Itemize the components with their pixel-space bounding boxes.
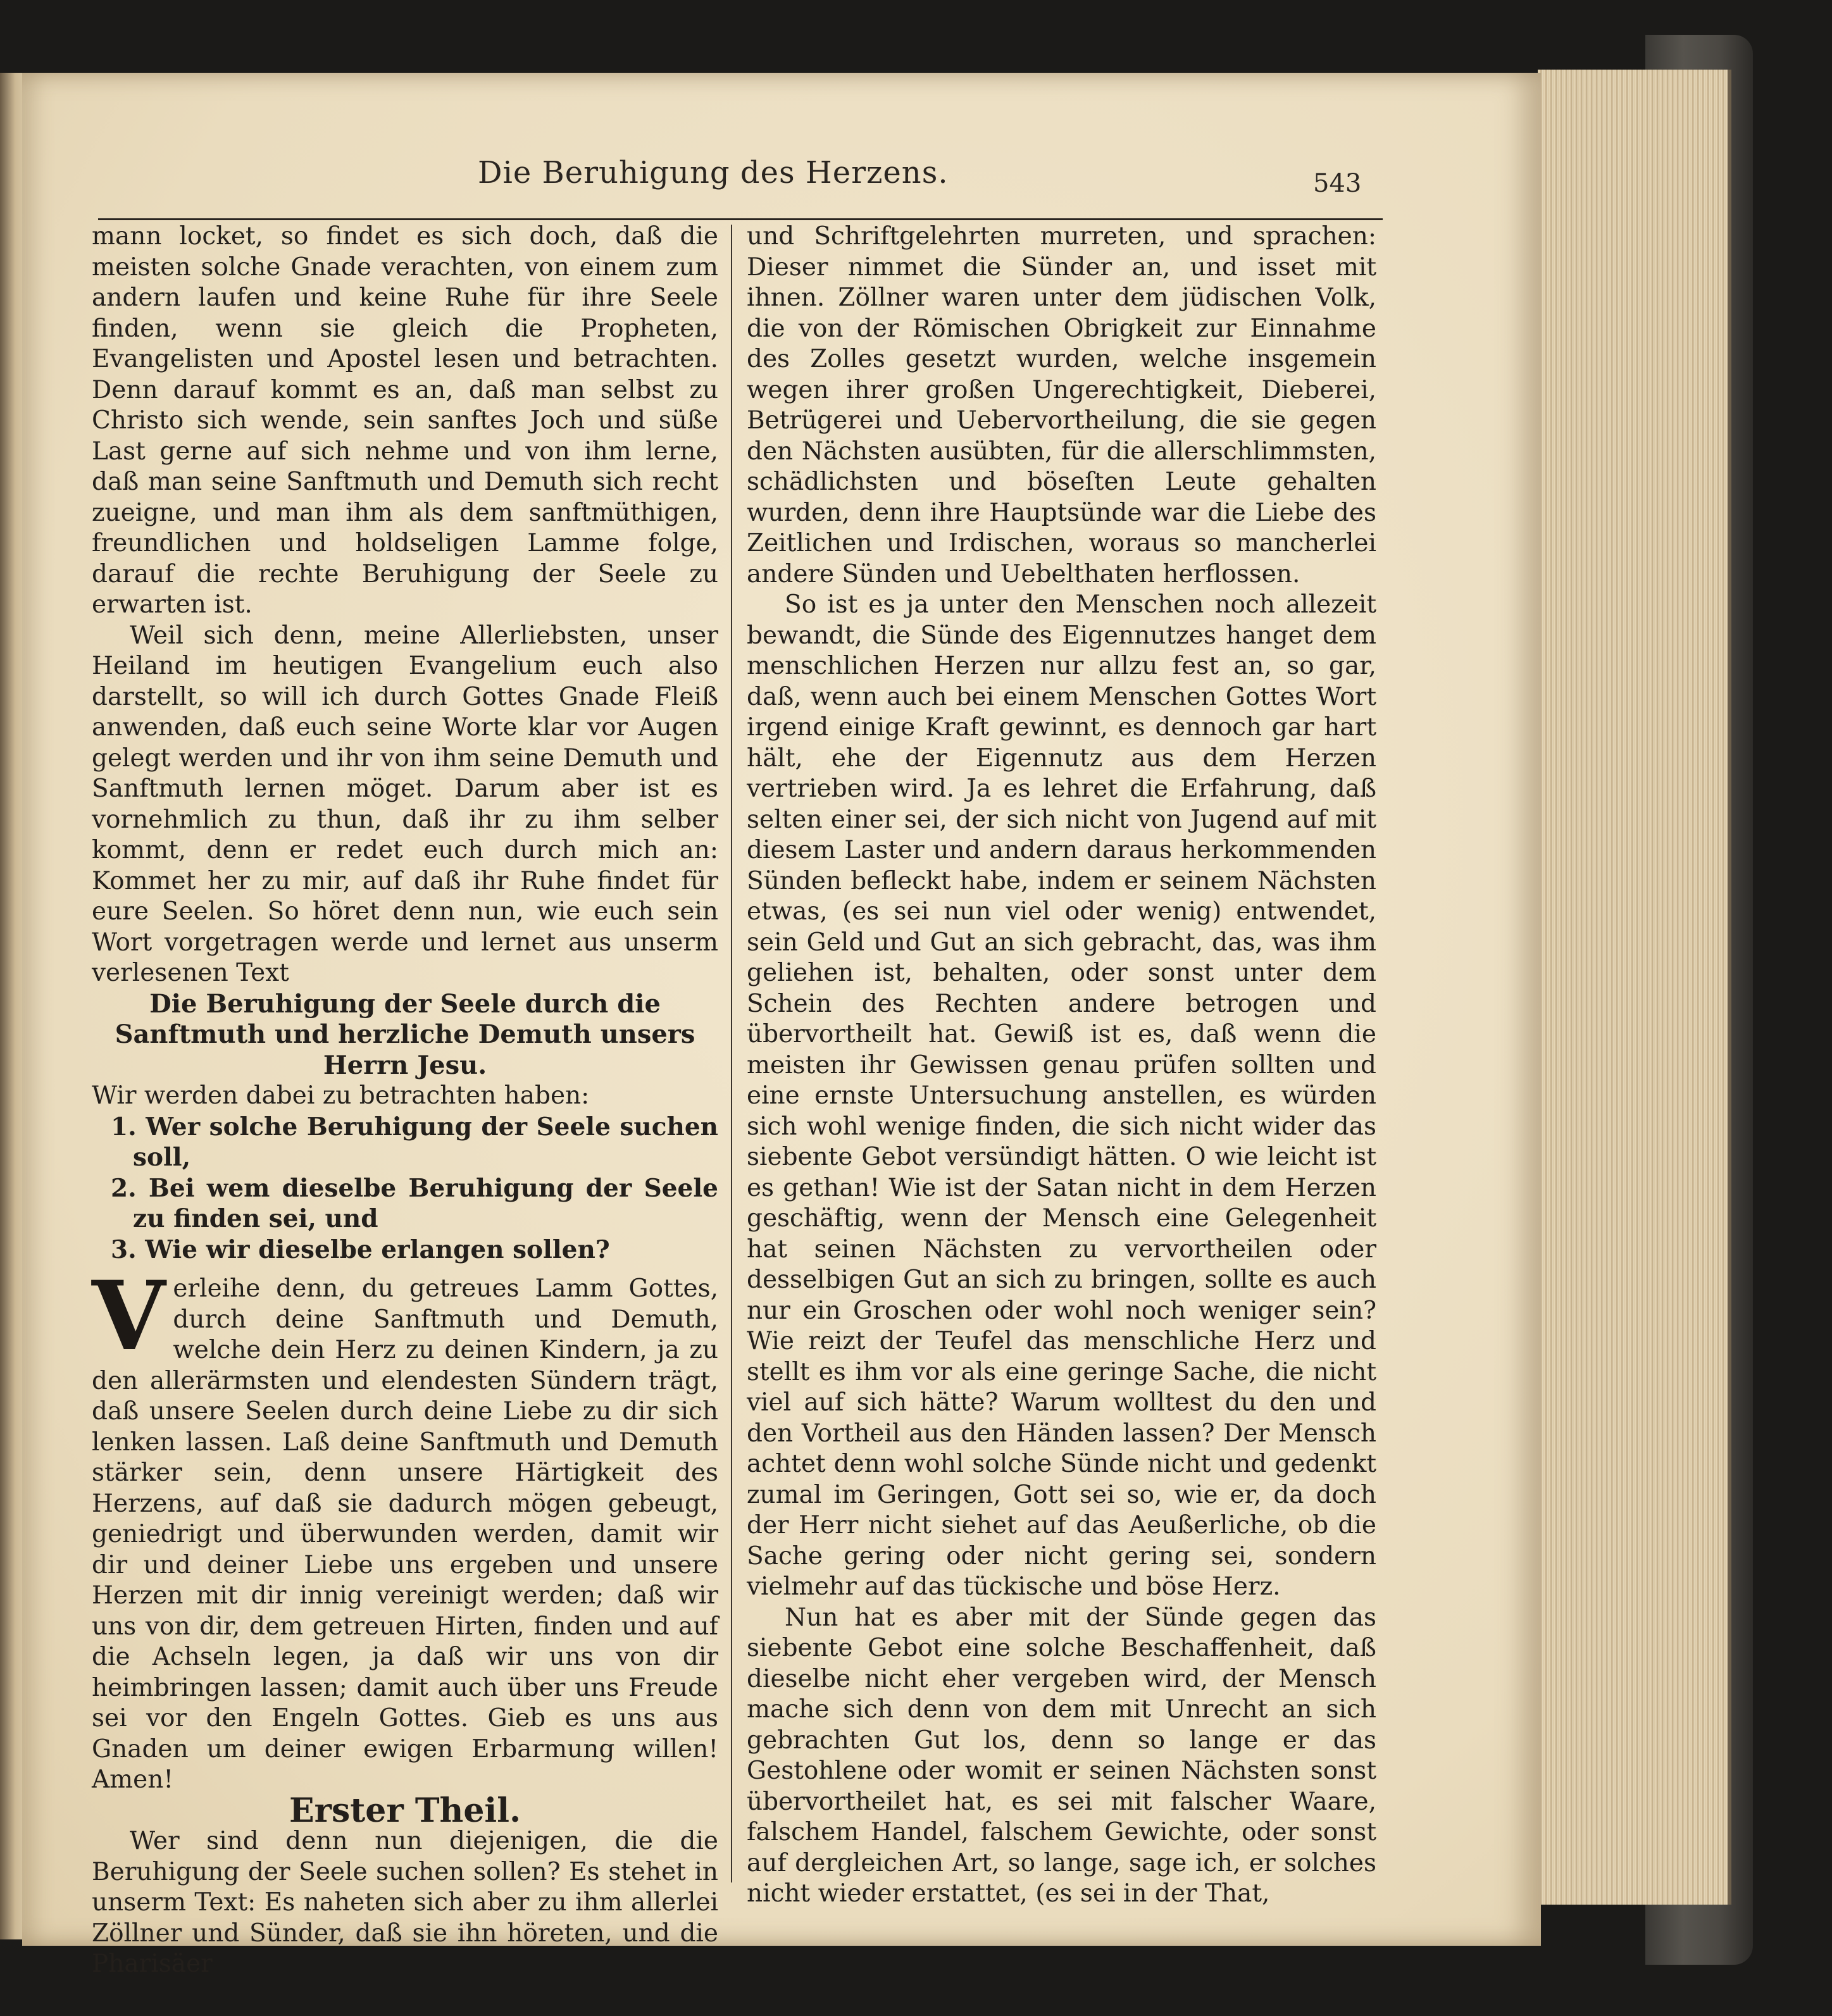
paragraph: Weil sich denn, meine Allerliebsten, unser Heiland im heutigen Evangelium euch also darstellt, so will ich durch Gottes Gnade Fleiß anwenden, daß euch seine Worte klar vor Augen gelegt werden und ihr von ihm seine Demuth und Sanftmuth lernen möget. Darum aber ist es vornehmlich zu thun, daß ihr zu ihm selber kommt, denn er redet euch durch mich an: Kommet her zu mir, auf daß ihr Ruhe findet für eure Seelen. So höret denn nun, wie euch sein Wort vorgetragen werde und lernet aus unserm verlesenen Text: [92, 621, 718, 987]
column-rule: [731, 225, 732, 1882]
outline-point: 3. Wie wir dieselbe erlangen sollen?: [111, 1235, 610, 1264]
paragraph: mann locket, so findet es sich doch, daß die meisten solche Gnade verachten, von einem zum andern laufen und keine Ruhe für ihre Seele finden, wenn sie gleich die Propheten, Evangelisten und Apostel lesen und betrachten. Denn darauf kommt es an, daß man selbst zu Christo sich wende, sein sanftes Joch und süße Last gerne auf sich nehme und von ihm lerne, daß man seine Sanftmuth und Demuth sich recht zueigne, und man ihm als dem sanftmüthigen, freundlichen und holdseligen Lamme folge, darauf die rechte Beruhigung der Seele zu erwarten ist.: [92, 222, 718, 619]
paragraph: Wir werden dabei zu betrachten haben:: [92, 1081, 590, 1110]
paragraph: Wer sind denn nun diejenigen, die die Beruhigung der Seele suchen sollen? Es stehet in unserm Text: Es naheten sich aber zu ihm allerlei Zöllner und Sünder, daß sie ihn höreten, und die Pharisäer: [92, 1827, 718, 1978]
paragraph: und Schriftgelehrten murreten, und sprachen: Dieser nimmet die Sünder an, und isset mit ihnen. Zöllner waren unter dem jüdischen Volk, die von der Römischen Obrigkeit zur Einnahme des Zolles gesetzt wurden, welche insgemein wegen ihrer großen Ungerechtigkeit, Dieberei, Betrügerei und Uebervortheilung, die sie gegen den Nächsten ausübten, für die allerschlimmsten, schädlichsten und böseſten Leute gehalten wurden, denn ihre Hauptsünde war die Liebe des Zeitlichen und Irdischen, woraus so mancherlei andere Sünden und Uebelthaten herflossen.: [747, 222, 1376, 588]
prayer-text: erleihe denn, du getreues Lamm Gottes, durch deine Sanftmuth und Demuth, welche dein Herz zu deinen Kindern, ja zu den allerärmsten und elendesten Sündern trägt, daß unsere Seelen durch deine Liebe zu dir sich lenken lassen. Laß deine Sanftmuth und Demuth stärker sein, denn unsere Härtigkeit des Herzens, auf daß sie dadurch mögen gebeugt, geniedrigt und überwunden werden, damit wir dir und deiner Liebe uns ergeben und unsere Herzen mit dir innig vereinigt werden; daß wir uns von dir, dem getreuen Hirten, finden und auf die Achseln legen, ja daß wir uns von dir heimbringen lassen; damit auch über uns Freude sei vor den Engeln Gottes. Gieb es uns aus Gnaden um deiner ewigen Erbarmung willen! Amen!: [92, 1274, 718, 1794]
paragraph: Nun hat es aber mit der Sünde gegen das siebente Gebot eine solche Beschaffenheit, daß dieselbe nicht eher vergeben wird, der Mensch mache sich denn von dem mit Unrecht an sich gebrachten Gut los, denn so lange er das Gestohlene oder womit er seinen Nächsten sonst übervortheilet hat, es sei mit falscher Waare, falschem Handel, falschem Gewichte, oder sonst auf dergleichen Art, so lange, sage ich, er solches nicht wieder erstattet, (es sei in der That,: [747, 1603, 1376, 1908]
page-edges: [1538, 70, 1731, 1905]
sermon-theme-heading: Die Beruhigung der Seele durch die Sanftmuth und herzliche Demuth unsers Herrn Jesu.: [115, 988, 695, 1080]
prayer-paragraph: [92, 1260, 718, 1796]
outline-point: 2. Bei wem dieselbe Beruhigung der Seele zu finden sei, und: [111, 1173, 718, 1233]
right-column: [747, 221, 1376, 1910]
outline-point: 1. Wer solche Beruhigung der Seele suchen soll,: [111, 1112, 718, 1172]
part-title: Erster Theil.: [289, 1791, 521, 1830]
book-page: [22, 73, 1541, 1978]
page-number: 543: [1313, 169, 1362, 198]
left-column: [92, 221, 718, 1980]
paragraph: So ist es ja unter den Menschen noch allezeit bewandt, die Sünde des Eigennutzes hanget dem menschlichen Herzen nur allzu fest an, so gar, daß, wenn auch bei einem Menschen Gottes Wort irgend einige Kraft gewinnt, es dennoch gar hart hält, ehe der Eigennutz aus dem Herzen vertrieben wird. Ja es lehret die Erfahrung, daß selten einer sei, der sich nicht von Jugend auf mit diesem Laster und andern daraus herkommenden Sünden befleckt habe, indem er seinem Nächsten etwas, (es sei nun viel oder wenig) entwendet, sein Geld und Gut an sich gebracht, das, was ihm geliehen ist, behalten, oder sonst unter dem Schein des Rechten andere betrogen und übervortheilt hat. Gewiß ist es, daß wenn die meisten ihr Gewissen genau prüfen sollten und eine ernste Untersuchung anstellen, es würden sich wohl wenige finden, die sich nicht wider das siebente Gebot versündigt hätten. O wie leicht ist es gethan! Wie ist der Satan nicht in dem Herzen geschäftig, wenn der Mensch eine Gelegenheit hat seinen Nächsten zu vervortheilen oder desselbigen Gut an sich zu bringen, sollte es auch nur ein Groschen oder wohl noch weniger sein? Wie reizt der Teufel das menschliche Herz und stellt es ihm vor als eine geringe Sache, die nicht viel auf sich hätte? Warum wolltest du den und den Vortheil aus den Händen lassen? Der Mensch achtet denn wohl solche Sünde nicht und gedenkt zumal im Geringen, Gott sei so, wie er, da doch der Herr nicht siehet auf das Aeußerliche, ob die Sache gering oder nicht gering sei, sondern vielmehr auf das tückische und böse Herz.: [747, 590, 1376, 1601]
previous-page-edge: [0, 73, 25, 1939]
running-head-title: Die Beruhigung des Herzens.: [478, 155, 949, 190]
decorated-initial: V: [92, 1260, 166, 1372]
